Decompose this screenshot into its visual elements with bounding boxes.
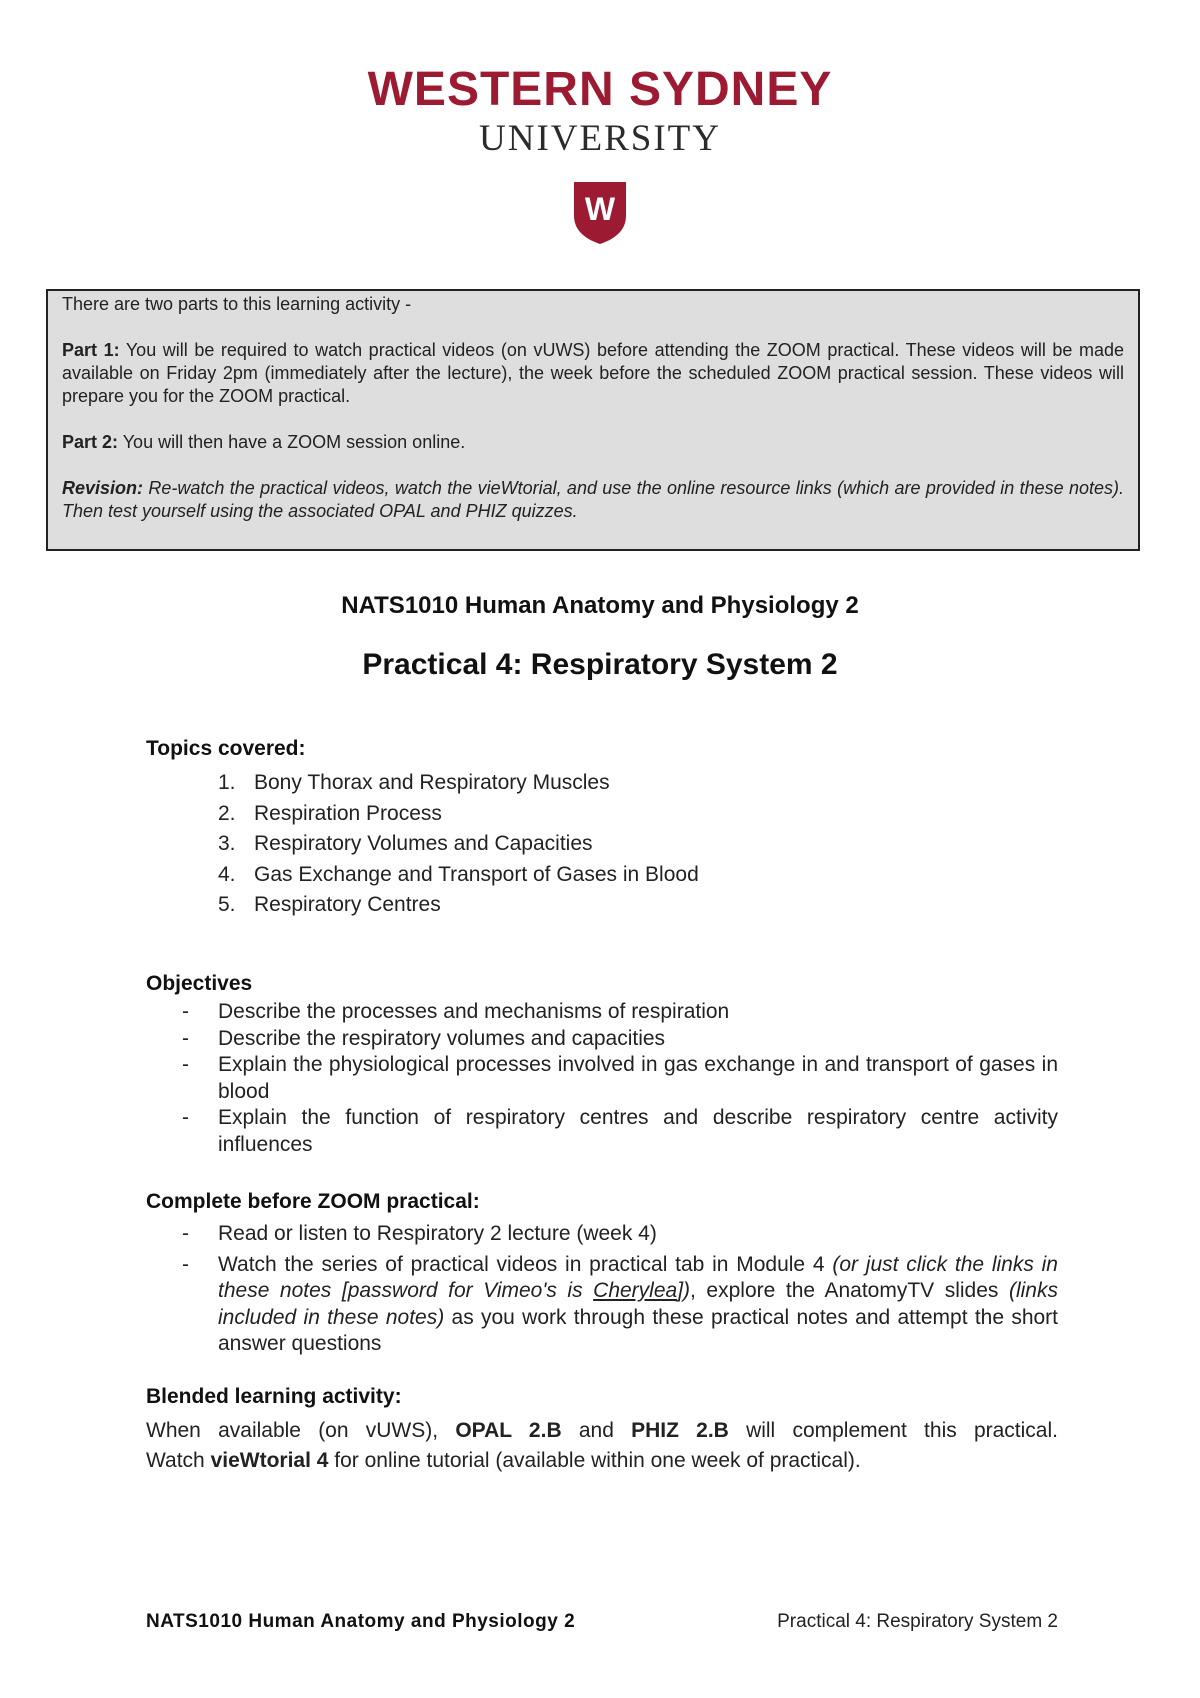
info-part2 bbox=[62, 431, 1124, 454]
topic-text: Respiratory Centres bbox=[254, 893, 441, 916]
part1-label: Part 1: bbox=[62, 340, 120, 360]
topic-text: Gas Exchange and Transport of Gases in Blood bbox=[254, 862, 699, 886]
vimeo-password: Cherylea bbox=[593, 1279, 678, 1302]
info-part1 bbox=[62, 339, 1124, 408]
university-logo-wordmark: WESTERN SYDNEY bbox=[367, 63, 833, 116]
objective-item bbox=[146, 1026, 1058, 1053]
task-text: , explore the AnatomyTV slides bbox=[690, 1279, 1009, 1302]
objective-item bbox=[146, 1052, 1058, 1105]
complete-before-heading: Complete before ZOOM practical: bbox=[146, 1190, 480, 1213]
task-text: as you work through these practical notes and attempt the short answer questions bbox=[218, 1305, 1059, 1355]
footer-practical: Practical 4: Respiratory System 2 bbox=[777, 1611, 1058, 1632]
task-text: Watch the series of practical videos in practical tab in Module 4 bbox=[218, 1252, 833, 1276]
phiz-quiz-name: PHIZ 2.B bbox=[631, 1419, 729, 1442]
topics-heading: Topics covered: bbox=[146, 737, 306, 760]
revision-text: Re-watch the practical videos, watch the vieWtorial, and use the online resource links (which are provided in these notes). Then test yourself using the associated OPAL and PHIZ quizzes. bbox=[62, 478, 1124, 521]
course-title: NATS1010 Human Anatomy and Physiology 2 bbox=[341, 592, 859, 619]
dash-bullet: - bbox=[182, 1026, 189, 1050]
blended-text: and bbox=[561, 1419, 632, 1442]
topic-number: 5. bbox=[218, 893, 236, 916]
task-text-italic: (or just click the links in these notes [password for Vimeo's is bbox=[218, 1252, 1058, 1302]
dash-bullet: - bbox=[182, 1222, 189, 1245]
blended-text: Watch bbox=[146, 1449, 211, 1472]
task-text: Read or listen to Respiratory 2 lecture (week 4) bbox=[218, 1222, 657, 1245]
info-revision bbox=[62, 477, 1124, 523]
task-text-italic: (links included in these notes) bbox=[218, 1279, 1058, 1329]
topic-number: 1. bbox=[218, 771, 236, 794]
learning-activity-info-box bbox=[46, 289, 1140, 551]
blended-text: will complement this practical. bbox=[728, 1419, 1058, 1442]
university-logo-subtitle: UNIVERSITY bbox=[479, 118, 721, 159]
objective-text: Explain the function of respiratory centres and describe respiratory centre activity influences bbox=[218, 1106, 1058, 1156]
dash-bullet: - bbox=[182, 1000, 189, 1023]
topic-text: Bony Thorax and Respiratory Muscles bbox=[254, 771, 610, 794]
task-text-italic: ]) bbox=[677, 1279, 691, 1302]
blended-text: for online tutorial (available within one week of practical). bbox=[328, 1449, 861, 1472]
part2-label: Part 2: bbox=[62, 432, 119, 452]
task-item bbox=[146, 1221, 1058, 1248]
info-intro: There are two parts to this learning activity - bbox=[62, 294, 412, 314]
objective-item bbox=[146, 999, 1058, 1026]
objectives-list bbox=[146, 999, 1058, 1158]
topic-number: 3. bbox=[218, 832, 236, 855]
practical-title: Practical 4: Respiratory System 2 bbox=[362, 648, 838, 681]
viewtorial-name: vieWtorial 4 bbox=[210, 1449, 329, 1472]
dash-bullet: - bbox=[182, 1106, 189, 1129]
revision-label: Revision: bbox=[62, 478, 144, 498]
dash-bullet: - bbox=[182, 1252, 189, 1276]
topic-number: 2. bbox=[218, 801, 236, 825]
crest-letter: W bbox=[584, 191, 616, 227]
footer-course: NATS1010 Human Anatomy and Physiology 2 bbox=[146, 1611, 576, 1632]
blended-heading: Blended learning activity: bbox=[146, 1385, 402, 1408]
objectives-heading: Objectives bbox=[146, 972, 253, 995]
topic-number: 4. bbox=[218, 862, 236, 886]
complete-before-list bbox=[146, 1221, 1058, 1358]
part1-text: You will be required to watch practical videos (on vUWS) before attending the ZOOM practical. These videos will be made available on Friday 2pm (immediately after the lecture), the week before the scheduled ZOOM practical session. These videos will prepare you for the ZOOM practical. bbox=[62, 340, 1124, 406]
objective-text: Describe the processes and mechanisms of respiration bbox=[218, 1000, 730, 1023]
task-item bbox=[146, 1252, 1058, 1358]
objective-item bbox=[146, 1105, 1058, 1158]
opal-quiz-name: OPAL 2.B bbox=[455, 1419, 562, 1442]
objective-text: Describe the respiratory volumes and capacities bbox=[218, 1026, 666, 1050]
blended-text: When available (on vUWS), bbox=[146, 1419, 456, 1442]
part2-text: You will then have a ZOOM session online. bbox=[118, 432, 466, 452]
blended-line-2 bbox=[146, 1446, 1058, 1476]
university-crest-icon bbox=[572, 180, 628, 246]
topic-text: Respiratory Volumes and Capacities bbox=[254, 832, 593, 855]
dash-bullet: - bbox=[182, 1053, 189, 1076]
blended-line-1 bbox=[146, 1416, 1058, 1446]
topic-text: Respiration Process bbox=[254, 801, 442, 825]
objective-text: Explain the physiological processes involved in gas exchange in and transport of gases in blood bbox=[218, 1053, 1058, 1103]
